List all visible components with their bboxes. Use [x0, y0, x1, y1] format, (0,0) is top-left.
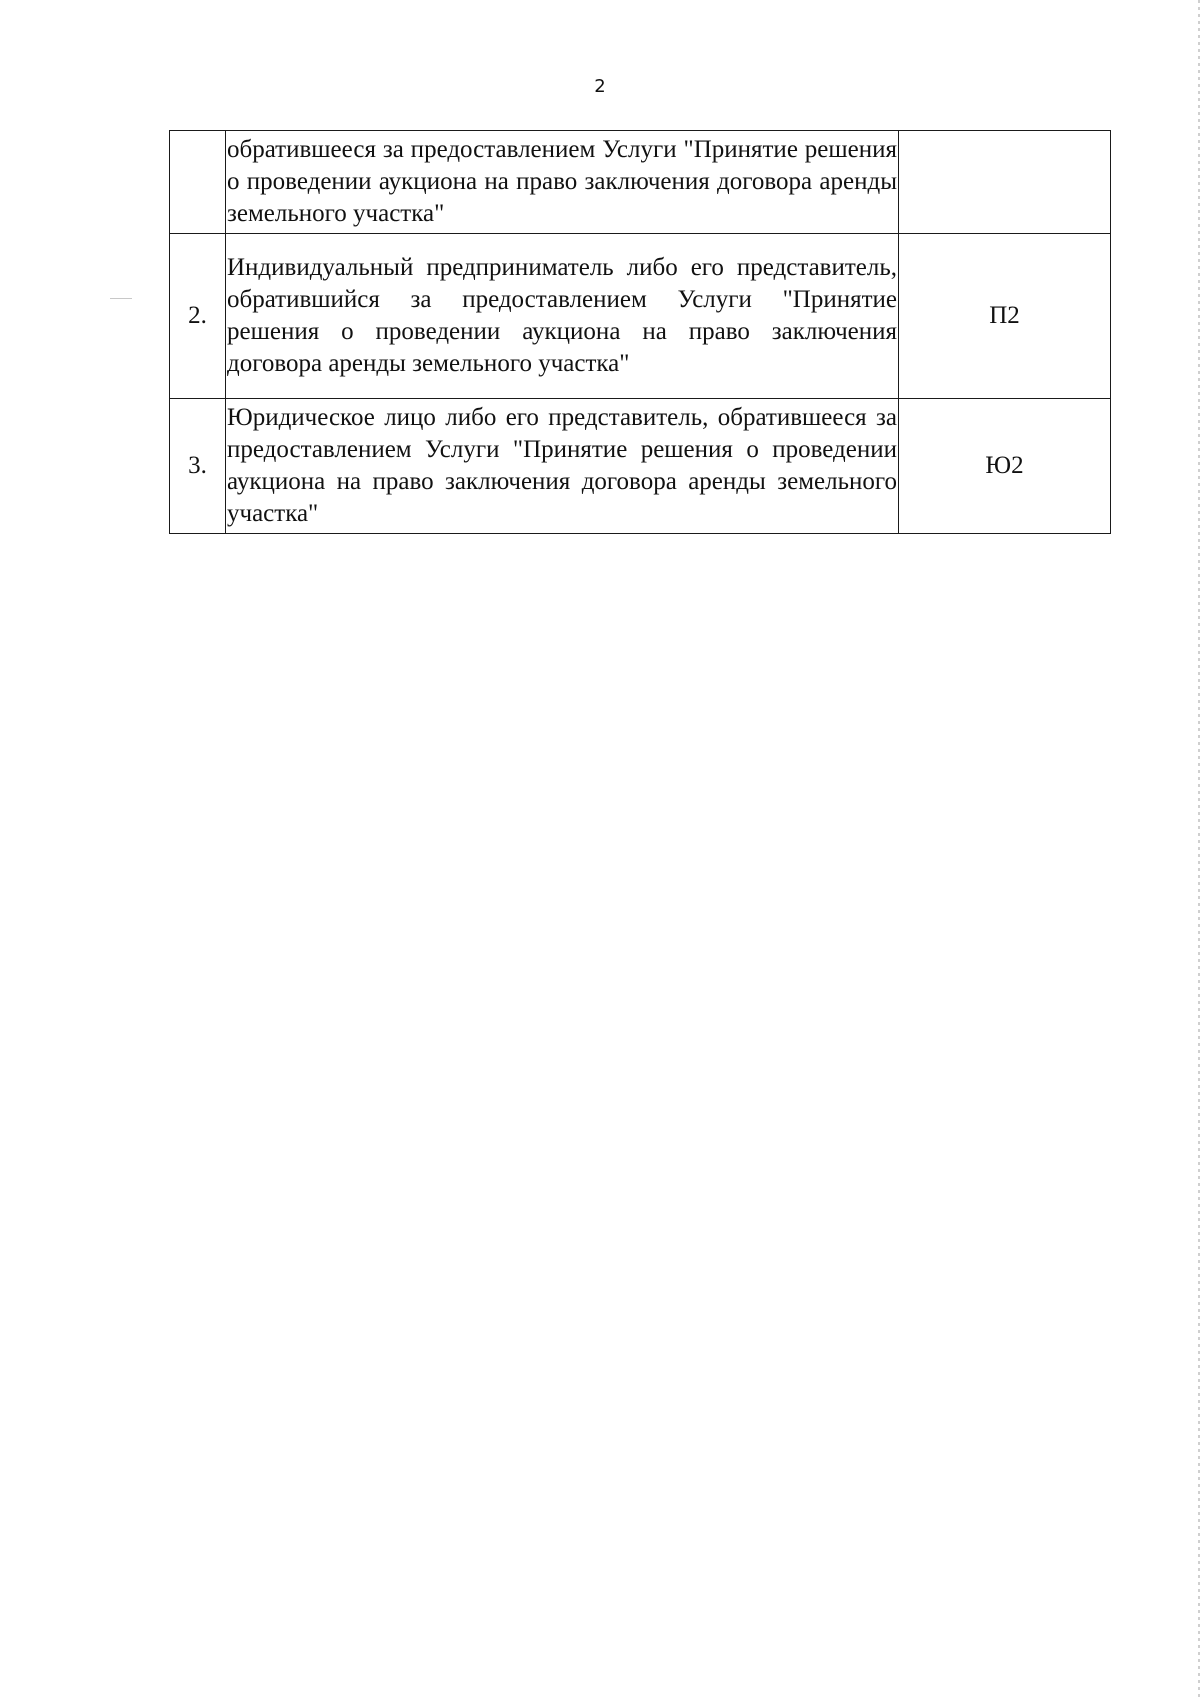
row-code: Ю2 [899, 399, 1111, 534]
row-description: обратившееся за предоставлением Услуги "Принятие решения о проведении аукциона на право заключения договора аренды земельного участка" [226, 131, 899, 234]
table-row [170, 234, 1111, 399]
table-row [170, 131, 1111, 234]
row-code [899, 131, 1111, 234]
applicant-table [169, 130, 1111, 534]
row-description: Юридическое лицо либо его представитель, обратившееся за предоставлением Услуги "Принятие решения о проведении аукциона на право заключения договора аренды земельного участка" [226, 399, 899, 534]
page-number: 2 [594, 76, 606, 97]
row-number: 2. [170, 234, 226, 399]
row-number: 3. [170, 399, 226, 534]
row-description: Индивидуальный предприниматель либо его представитель, обратившийся за предоставлением Услуги "Принятие решения о проведении аукциона на право заключения договора аренды земельного участка" [226, 234, 899, 399]
row-code: П2 [899, 234, 1111, 399]
row-number [170, 131, 226, 234]
table-row [170, 399, 1111, 534]
scan-mark-artifact [110, 298, 132, 299]
